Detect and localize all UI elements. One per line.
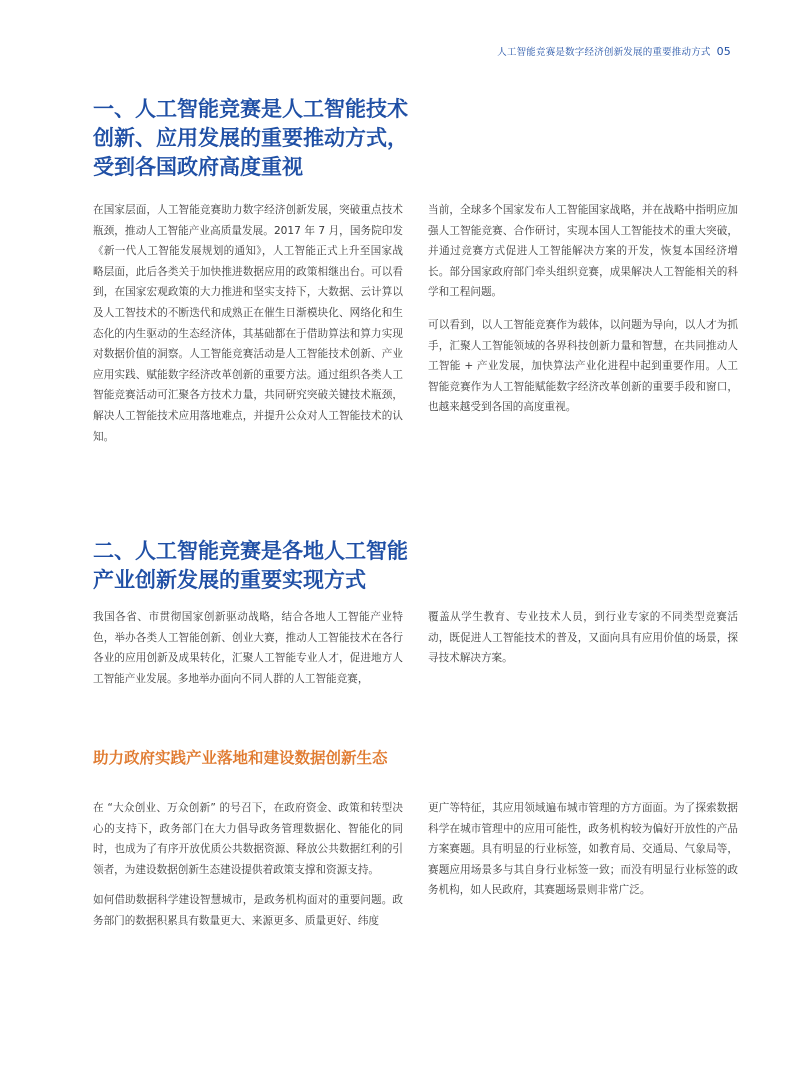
section-3-heading: 助力政府实践产业落地和建设数据创新生态 xyxy=(93,749,388,767)
section-2-left-column xyxy=(93,607,403,689)
section-2-right-column xyxy=(428,607,738,669)
section-1-heading: 一、人工智能竞赛是人工智能技术创新、应用发展的重要推动方式，受到各国政府高度重视 xyxy=(93,97,408,179)
section-1-left-column xyxy=(93,200,403,447)
section-2-heading: 二、人工智能竞赛是各地人工智能产业创新发展的重要实现方式 xyxy=(93,539,408,592)
page-number: 05 xyxy=(716,45,731,58)
paragraph: 在国家层面，人工智能竞赛助力数字经济创新发展，突破重点技术瓶颈，推动人工智能产业高质量发展。2017 年 7 月，国务院印发《新一代人工智能发展规划的通知》，人工智能正式上升至国家战略层面，此后各类关于加快推进数据应用的政策相继出台。可以看到，在国家宏观政策的大力推进和坚实支持下，大数据、云计算以及人工智技术的不断迭代和成熟正在催生日渐模块化、网络化和生态化的内生驱动的生态经济体，其基础都在于借助算法和算力实现对数据价值的洞察。人工智能竞赛活动是人工智能技术创新、产业应用实践、赋能数字经济改革创新的重要方法。通过组织各类人工智能竞赛活动可汇聚各方技术力量，共同研究突破关键技术瓶颈，解决人工智能技术应用落地难点，并提升公众对人工智能技术的认知。 xyxy=(93,204,403,443)
paragraph: 我国各省、市贯彻国家创新驱动战略，结合各地人工智能产业特色，举办各类人工智能创新、创业大赛，推动人工智能技术在各行各业的应用创新及成果转化，汇聚人工智能专业人才，促进地方人工智能产业发展。多地举办面向不同人群的人工智能竞赛， xyxy=(93,611,403,685)
section-3-right-column xyxy=(428,798,738,901)
paragraph: 如何借助数据科学建设智慧城市，是政务机构面对的重要问题。政务部门的数据积累具有数量更大、来源更多、质量更好、纬度 xyxy=(93,894,403,927)
paragraph: 可以看到，以人工智能竞赛作为载体，以问题为导向，以人才为抓手，汇聚人工智能领域的各界科技创新力量和智慧，在共同推动人工智能 + 产业发展，加快算法产业化进程中起到重要作用。人工智能竞赛作为人工智能赋能数字经济改革创新的重要手段和窗口，也越来越受到各国的高度重视。 xyxy=(428,318,738,414)
running-header xyxy=(497,44,731,58)
header-title: 人工智能竞赛是数字经济创新发展的重要推动方式 xyxy=(497,47,711,58)
paragraph: 当前，全球多个国家发布人工智能国家战略，并在战略中指明应加强人工智能竞赛、合作研讨，实现本国人工智能技术的重大突破，并通过竞赛方式促进人工智能解决方案的开发，恢复本国经济增长。部分国家政府部门牵头组织竞赛，成果解决人工智能相关的科学和工程问题。 xyxy=(428,204,738,299)
paragraph: 覆盖从学生教育、专业技术人员，到行业专家的不同类型竞赛活动，既促进人工智能技术的普及，又面向具有应用价值的场景，探寻技术解决方案。 xyxy=(428,611,738,665)
section-3-left-column xyxy=(93,798,403,932)
paragraph: 在 “大众创业、万众创新” 的号召下，在政府资金、政策和转型决心的支持下，政务部门在大力倡导政务管理数据化、智能化的同时，也成为了有序开放优质公共数据资源、释放公共数据红利的引领者，为建设数据创新生态建设提供着政策支撑和资源支持。 xyxy=(93,802,403,876)
section-1-right-column xyxy=(428,200,738,418)
paragraph: 更广等特征，其应用领域遍布城市管理的方方面面。为了探索数据科学在城市管理中的应用可能性，政务机构较为偏好开放性的产品方案赛题。具有明显的行业标签，如教育局、交通局、气象局等，赛题应用场景多与其自身行业标签一致；而没有明显行业标签的政务机构，如人民政府，其赛题场景则非常广泛。 xyxy=(428,802,738,897)
